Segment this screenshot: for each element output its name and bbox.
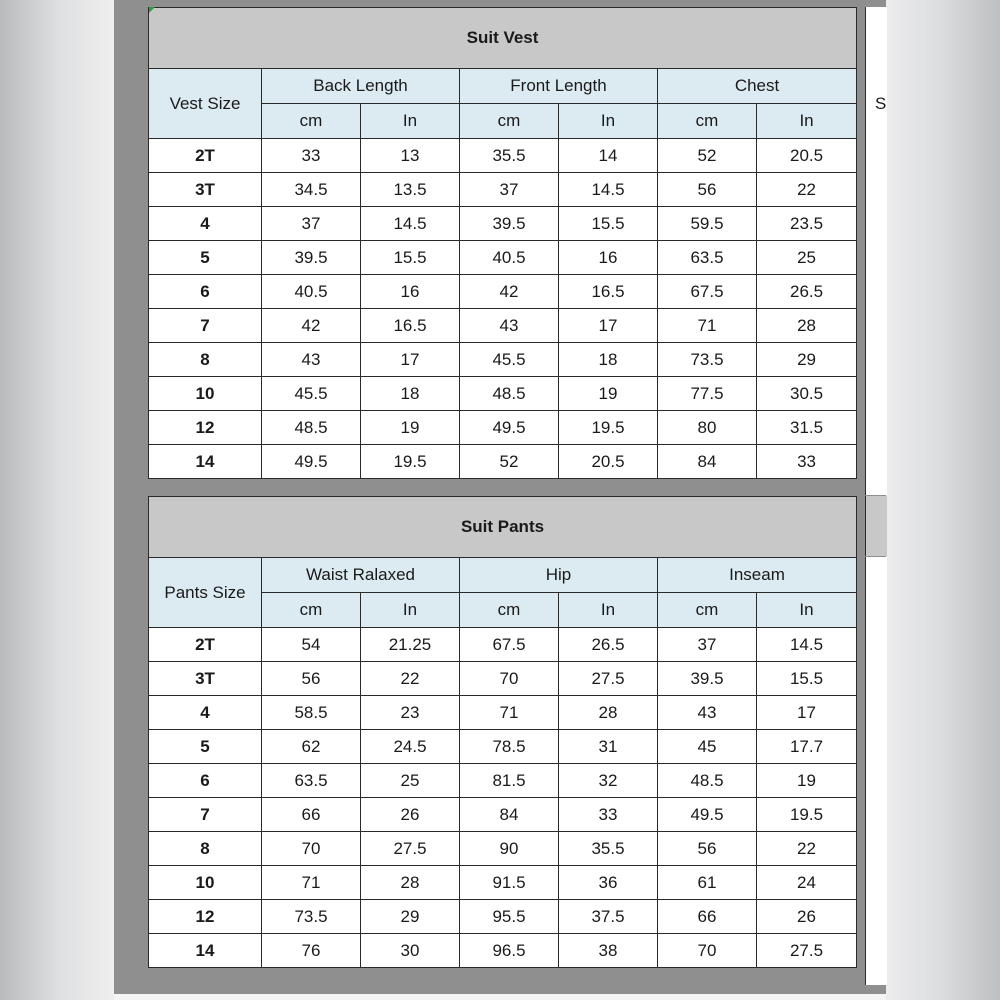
measurement-cell: 17 <box>757 696 857 730</box>
measurement-cell: 15.5 <box>559 207 658 241</box>
measurement-cell: 56 <box>262 662 361 696</box>
table-row <box>149 934 857 968</box>
measurement-cell: 14.5 <box>361 207 460 241</box>
size-cell: 14 <box>149 445 262 479</box>
size-cell: 8 <box>149 832 262 866</box>
measurement-cell: 67.5 <box>460 628 559 662</box>
measurement-cell: 16 <box>559 241 658 275</box>
size-cell: 7 <box>149 798 262 832</box>
unit-header: cm <box>262 104 361 139</box>
bottom-band <box>114 994 886 1000</box>
measurement-cell: 48.5 <box>460 377 559 411</box>
unit-header: In <box>757 104 857 139</box>
measurement-cell: 20.5 <box>559 445 658 479</box>
size-cell: 6 <box>149 275 262 309</box>
measurement-cell: 76 <box>262 934 361 968</box>
table-row <box>149 730 857 764</box>
measurement-cell: 15.5 <box>757 662 857 696</box>
adjacent-table-title-edge <box>865 496 887 556</box>
measurement-cell: 19 <box>361 411 460 445</box>
size-cell: 10 <box>149 866 262 900</box>
measurement-cell: 96.5 <box>460 934 559 968</box>
measurement-cell: 71 <box>262 866 361 900</box>
measurement-cell: 48.5 <box>658 764 757 798</box>
size-cell: 10 <box>149 377 262 411</box>
unit-header: cm <box>262 593 361 628</box>
measurement-cell: 62 <box>262 730 361 764</box>
table-row <box>149 173 857 207</box>
measurement-cell: 28 <box>361 866 460 900</box>
measurement-cell: 52 <box>460 445 559 479</box>
measurement-cell: 19 <box>757 764 857 798</box>
size-cell: 5 <box>149 730 262 764</box>
measurement-cell: 56 <box>658 832 757 866</box>
size-cell: 4 <box>149 696 262 730</box>
measurement-cell: 40.5 <box>262 275 361 309</box>
table-row <box>149 866 857 900</box>
unit-header: In <box>361 593 460 628</box>
measurement-cell: 70 <box>262 832 361 866</box>
measurement-cell: 23 <box>361 696 460 730</box>
measurement-cell: 67.5 <box>658 275 757 309</box>
measurement-cell: 49.5 <box>460 411 559 445</box>
table-row <box>149 207 857 241</box>
table-row <box>149 628 857 662</box>
measurement-cell: 39.5 <box>460 207 559 241</box>
adjacent-table-edge <box>865 557 887 985</box>
measurement-cell: 42 <box>460 275 559 309</box>
table-row <box>149 445 857 479</box>
measurement-cell: 90 <box>460 832 559 866</box>
measurement-cell: 37 <box>460 173 559 207</box>
measurement-cell: 19.5 <box>361 445 460 479</box>
measurement-cell: 49.5 <box>658 798 757 832</box>
measurement-cell: 30 <box>361 934 460 968</box>
measurement-cell: 45.5 <box>460 343 559 377</box>
measurement-cell: 27.5 <box>559 662 658 696</box>
vest-group-header: Front Length <box>460 69 658 104</box>
vest-table-title: Suit Vest <box>149 8 857 69</box>
table-row <box>149 275 857 309</box>
size-cell: 14 <box>149 934 262 968</box>
unit-header: cm <box>658 104 757 139</box>
measurement-cell: 25 <box>757 241 857 275</box>
measurement-cell: 14 <box>559 139 658 173</box>
measurement-cell: 22 <box>757 832 857 866</box>
measurement-cell: 91.5 <box>460 866 559 900</box>
measurement-cell: 36 <box>559 866 658 900</box>
measurement-cell: 63.5 <box>658 241 757 275</box>
pants-size-header: Pants Size <box>149 558 262 628</box>
suit-vest-size-table <box>148 7 857 479</box>
measurement-cell: 16 <box>361 275 460 309</box>
measurement-cell: 21.25 <box>361 628 460 662</box>
measurement-cell: 59.5 <box>658 207 757 241</box>
unit-header: In <box>559 104 658 139</box>
unit-header: cm <box>460 104 559 139</box>
measurement-cell: 24 <box>757 866 857 900</box>
adjacent-table-edge <box>865 7 887 495</box>
measurement-cell: 39.5 <box>658 662 757 696</box>
unit-header: cm <box>460 593 559 628</box>
measurement-cell: 71 <box>658 309 757 343</box>
measurement-cell: 73.5 <box>658 343 757 377</box>
measurement-cell: 26.5 <box>559 628 658 662</box>
size-cell: 7 <box>149 309 262 343</box>
measurement-cell: 63.5 <box>262 764 361 798</box>
measurement-cell: 14.5 <box>559 173 658 207</box>
size-cell: 5 <box>149 241 262 275</box>
table-row <box>149 139 857 173</box>
measurement-cell: 95.5 <box>460 900 559 934</box>
unit-header: In <box>361 104 460 139</box>
measurement-cell: 17 <box>559 309 658 343</box>
table-row <box>149 377 857 411</box>
measurement-cell: 81.5 <box>460 764 559 798</box>
measurement-cell: 23.5 <box>757 207 857 241</box>
measurement-cell: 35.5 <box>460 139 559 173</box>
vest-group-header: Back Length <box>262 69 460 104</box>
vest-size-header: Vest Size <box>149 69 262 139</box>
measurement-cell: 56 <box>658 173 757 207</box>
measurement-cell: 33 <box>262 139 361 173</box>
size-cell: 2T <box>149 139 262 173</box>
table-row <box>149 343 857 377</box>
vest-group-header: Chest <box>658 69 857 104</box>
measurement-cell: 43 <box>262 343 361 377</box>
measurement-cell: 26.5 <box>757 275 857 309</box>
measurement-cell: 37.5 <box>559 900 658 934</box>
measurement-cell: 28 <box>559 696 658 730</box>
cell-comment-marker <box>149 7 155 13</box>
table-row <box>149 309 857 343</box>
measurement-cell: 13.5 <box>361 173 460 207</box>
table-row <box>149 900 857 934</box>
measurement-cell: 14.5 <box>757 628 857 662</box>
measurement-cell: 37 <box>262 207 361 241</box>
measurement-cell: 31.5 <box>757 411 857 445</box>
measurement-cell: 77.5 <box>658 377 757 411</box>
measurement-cell: 15.5 <box>361 241 460 275</box>
measurement-cell: 29 <box>361 900 460 934</box>
size-cell: 6 <box>149 764 262 798</box>
measurement-cell: 43 <box>658 696 757 730</box>
table-row <box>149 662 857 696</box>
table-row <box>149 241 857 275</box>
measurement-cell: 31 <box>559 730 658 764</box>
size-cell: 3T <box>149 662 262 696</box>
measurement-cell: 34.5 <box>262 173 361 207</box>
adjacent-table-clipped-letter: S <box>875 94 887 113</box>
measurement-cell: 70 <box>460 662 559 696</box>
measurement-cell: 32 <box>559 764 658 798</box>
table-row <box>149 798 857 832</box>
measurement-cell: 38 <box>559 934 658 968</box>
measurement-cell: 52 <box>658 139 757 173</box>
measurement-cell: 16.5 <box>559 275 658 309</box>
table-row <box>149 411 857 445</box>
size-cell: 2T <box>149 628 262 662</box>
measurement-cell: 28 <box>757 309 857 343</box>
measurement-cell: 84 <box>460 798 559 832</box>
measurement-cell: 39.5 <box>262 241 361 275</box>
measurement-cell: 78.5 <box>460 730 559 764</box>
suit-pants-size-table <box>148 496 857 968</box>
unit-header: cm <box>658 593 757 628</box>
measurement-cell: 30.5 <box>757 377 857 411</box>
measurement-cell: 40.5 <box>460 241 559 275</box>
measurement-cell: 19 <box>559 377 658 411</box>
pants-group-header: Hip <box>460 558 658 593</box>
unit-header: In <box>559 593 658 628</box>
size-cell: 3T <box>149 173 262 207</box>
measurement-cell: 45 <box>658 730 757 764</box>
measurement-cell: 19.5 <box>559 411 658 445</box>
measurement-cell: 17.7 <box>757 730 857 764</box>
measurement-cell: 16.5 <box>361 309 460 343</box>
size-cell: 12 <box>149 411 262 445</box>
measurement-cell: 70 <box>658 934 757 968</box>
measurement-cell: 22 <box>361 662 460 696</box>
measurement-cell: 18 <box>361 377 460 411</box>
table-row <box>149 764 857 798</box>
measurement-cell: 35.5 <box>559 832 658 866</box>
measurement-cell: 48.5 <box>262 411 361 445</box>
measurement-cell: 58.5 <box>262 696 361 730</box>
measurement-cell: 45.5 <box>262 377 361 411</box>
measurement-cell: 33 <box>757 445 857 479</box>
measurement-cell: 22 <box>757 173 857 207</box>
measurement-cell: 73.5 <box>262 900 361 934</box>
pants-group-header: Waist Ralaxed <box>262 558 460 593</box>
size-cell: 4 <box>149 207 262 241</box>
measurement-cell: 66 <box>658 900 757 934</box>
size-cell: 12 <box>149 900 262 934</box>
measurement-cell: 27.5 <box>757 934 857 968</box>
measurement-cell: 54 <box>262 628 361 662</box>
measurement-cell: 49.5 <box>262 445 361 479</box>
measurement-cell: 27.5 <box>361 832 460 866</box>
measurement-cell: 61 <box>658 866 757 900</box>
size-cell: 8 <box>149 343 262 377</box>
measurement-cell: 19.5 <box>757 798 857 832</box>
unit-header: In <box>757 593 857 628</box>
measurement-cell: 43 <box>460 309 559 343</box>
measurement-cell: 33 <box>559 798 658 832</box>
measurement-cell: 29 <box>757 343 857 377</box>
measurement-cell: 26 <box>757 900 857 934</box>
pants-group-header: Inseam <box>658 558 857 593</box>
measurement-cell: 20.5 <box>757 139 857 173</box>
measurement-cell: 26 <box>361 798 460 832</box>
measurement-cell: 25 <box>361 764 460 798</box>
measurement-cell: 18 <box>559 343 658 377</box>
measurement-cell: 66 <box>262 798 361 832</box>
measurement-cell: 71 <box>460 696 559 730</box>
measurement-cell: 37 <box>658 628 757 662</box>
pants-table-title: Suit Pants <box>149 497 857 558</box>
measurement-cell: 84 <box>658 445 757 479</box>
measurement-cell: 17 <box>361 343 460 377</box>
measurement-cell: 80 <box>658 411 757 445</box>
measurement-cell: 24.5 <box>361 730 460 764</box>
measurement-cell: 42 <box>262 309 361 343</box>
table-row <box>149 696 857 730</box>
table-row <box>149 832 857 866</box>
measurement-cell: 13 <box>361 139 460 173</box>
